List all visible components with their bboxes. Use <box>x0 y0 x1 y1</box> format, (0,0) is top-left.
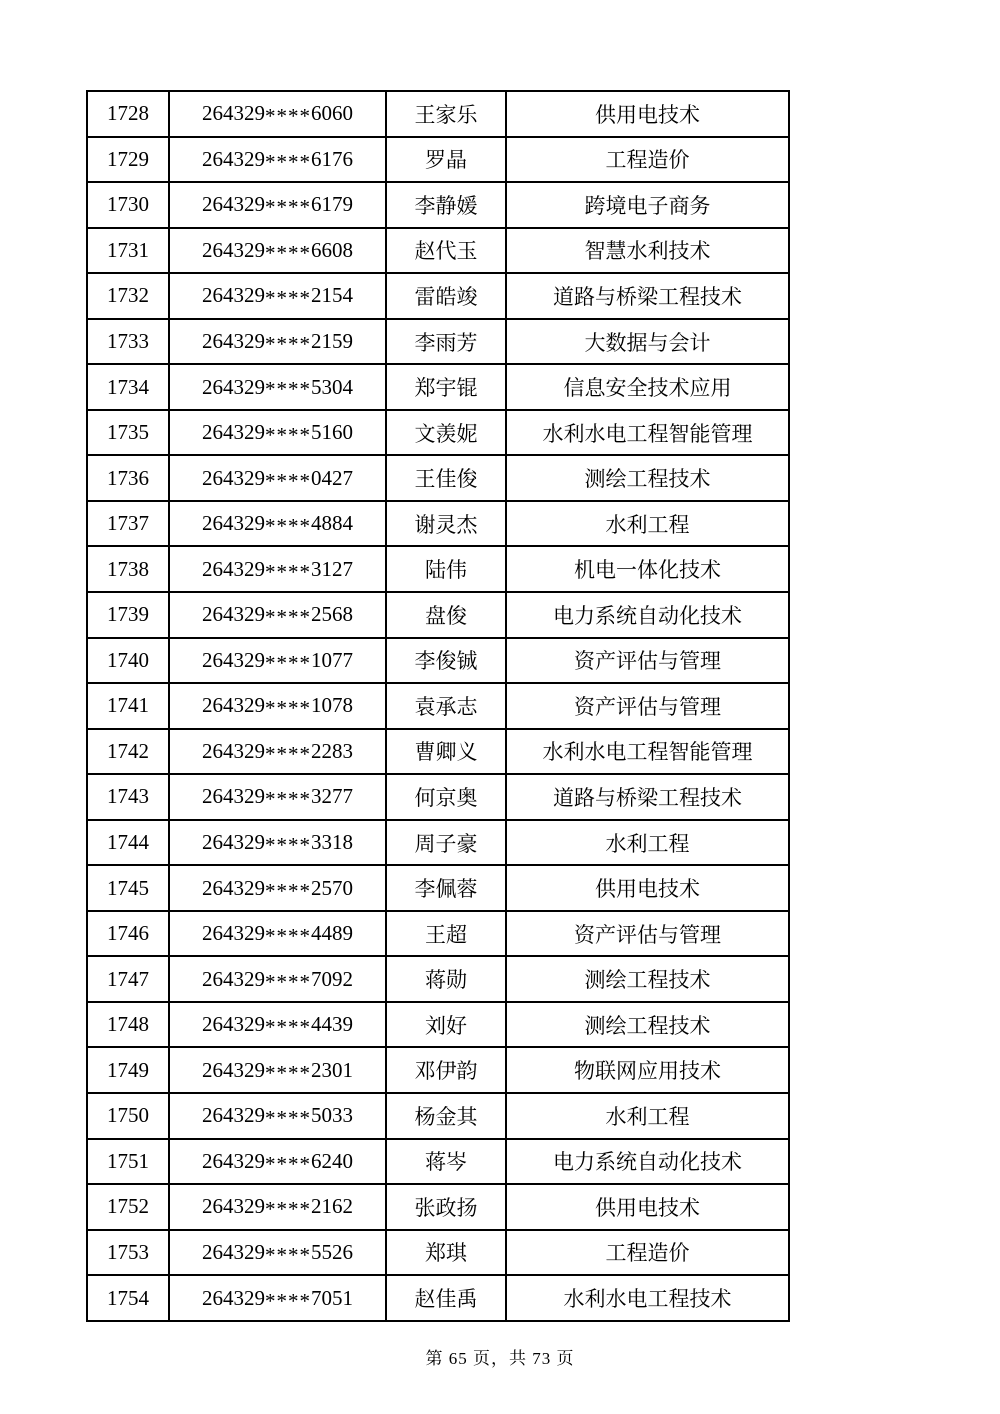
cell-row-number: 1746 <box>87 911 169 957</box>
cell-exam-id: 264329****2154 <box>169 273 386 319</box>
table-row <box>87 592 789 638</box>
cell-row-number: 1734 <box>87 364 169 410</box>
cell-major: 信息安全技术应用 <box>506 364 789 410</box>
cell-row-number: 1748 <box>87 1002 169 1048</box>
masked-digits: **** <box>265 1242 311 1267</box>
cell-major: 大数据与会计 <box>506 319 789 365</box>
cell-name: 赵佳禹 <box>386 1275 506 1321</box>
table-row <box>87 319 789 365</box>
masked-digits: **** <box>265 1015 311 1040</box>
masked-digits: **** <box>265 650 311 675</box>
roster-table <box>86 90 790 1322</box>
table-row <box>87 1047 789 1093</box>
cell-exam-id: 264329****6240 <box>169 1139 386 1185</box>
cell-name: 王佳俊 <box>386 455 506 501</box>
table-row <box>87 410 789 456</box>
cell-name: 何京奥 <box>386 774 506 820</box>
cell-name: 杨金其 <box>386 1093 506 1139</box>
cell-name: 蒋岑 <box>386 1139 506 1185</box>
cell-row-number: 1739 <box>87 592 169 638</box>
masked-digits: **** <box>265 1151 311 1176</box>
cell-exam-id: 264329****2568 <box>169 592 386 638</box>
masked-digits: **** <box>265 878 311 903</box>
table-row <box>87 774 789 820</box>
cell-name: 郑宇锟 <box>386 364 506 410</box>
table-row <box>87 455 789 501</box>
cell-exam-id: 264329****6179 <box>169 182 386 228</box>
cell-name: 李佩蓉 <box>386 865 506 911</box>
cell-row-number: 1730 <box>87 182 169 228</box>
cell-exam-id: 264329****1078 <box>169 683 386 729</box>
cell-major: 资产评估与管理 <box>506 638 789 684</box>
cell-major: 供用电技术 <box>506 1184 789 1230</box>
cell-exam-id: 264329****2162 <box>169 1184 386 1230</box>
table-row <box>87 137 789 183</box>
cell-name: 盘俊 <box>386 592 506 638</box>
cell-exam-id: 264329****2570 <box>169 865 386 911</box>
table-row <box>87 683 789 729</box>
cell-major: 水利水电工程智能管理 <box>506 410 789 456</box>
table-row <box>87 1275 789 1321</box>
masked-digits: **** <box>265 331 311 356</box>
cell-name: 刘好 <box>386 1002 506 1048</box>
cell-exam-id: 264329****5033 <box>169 1093 386 1139</box>
cell-row-number: 1736 <box>87 455 169 501</box>
cell-exam-id: 264329****2301 <box>169 1047 386 1093</box>
cell-name: 袁承志 <box>386 683 506 729</box>
cell-exam-id: 264329****5160 <box>169 410 386 456</box>
cell-row-number: 1731 <box>87 228 169 274</box>
cell-row-number: 1738 <box>87 546 169 592</box>
cell-exam-id: 264329****7092 <box>169 956 386 1002</box>
cell-name: 雷皓竣 <box>386 273 506 319</box>
table-row <box>87 820 789 866</box>
cell-name: 李俊铖 <box>386 638 506 684</box>
roster-table-container <box>86 90 790 1322</box>
cell-name: 曹卿义 <box>386 729 506 775</box>
cell-major: 工程造价 <box>506 1230 789 1276</box>
masked-digits: **** <box>265 1197 311 1222</box>
cell-name: 张政扬 <box>386 1184 506 1230</box>
cell-major: 机电一体化技术 <box>506 546 789 592</box>
cell-major: 资产评估与管理 <box>506 683 789 729</box>
masked-digits: **** <box>265 240 311 265</box>
cell-row-number: 1743 <box>87 774 169 820</box>
cell-row-number: 1747 <box>87 956 169 1002</box>
masked-digits: **** <box>265 286 311 311</box>
cell-name: 陆伟 <box>386 546 506 592</box>
table-row <box>87 228 789 274</box>
cell-row-number: 1744 <box>87 820 169 866</box>
table-row <box>87 729 789 775</box>
cell-major: 水利水电工程技术 <box>506 1275 789 1321</box>
cell-exam-id: 264329****7051 <box>169 1275 386 1321</box>
roster-table-body <box>87 91 789 1321</box>
masked-digits: **** <box>265 787 311 812</box>
cell-major: 物联网应用技术 <box>506 1047 789 1093</box>
cell-exam-id: 264329****6608 <box>169 228 386 274</box>
cell-exam-id: 264329****3277 <box>169 774 386 820</box>
cell-row-number: 1728 <box>87 91 169 137</box>
cell-exam-id: 264329****1077 <box>169 638 386 684</box>
cell-name: 周子豪 <box>386 820 506 866</box>
cell-row-number: 1751 <box>87 1139 169 1185</box>
cell-name: 谢灵杰 <box>386 501 506 547</box>
masked-digits: **** <box>265 423 311 448</box>
cell-major: 跨境电子商务 <box>506 182 789 228</box>
cell-row-number: 1742 <box>87 729 169 775</box>
cell-exam-id: 264329****5526 <box>169 1230 386 1276</box>
cell-exam-id: 264329****6060 <box>169 91 386 137</box>
table-row <box>87 1139 789 1185</box>
cell-exam-id: 264329****4489 <box>169 911 386 957</box>
masked-digits: **** <box>265 559 311 584</box>
cell-name: 罗晶 <box>386 137 506 183</box>
masked-digits: **** <box>265 969 311 994</box>
cell-exam-id: 264329****4439 <box>169 1002 386 1048</box>
table-row <box>87 911 789 957</box>
cell-name: 蒋勋 <box>386 956 506 1002</box>
masked-digits: **** <box>265 468 311 493</box>
table-row <box>87 1093 789 1139</box>
table-row <box>87 1184 789 1230</box>
cell-major: 水利工程 <box>506 820 789 866</box>
table-row <box>87 1002 789 1048</box>
cell-name: 李静媛 <box>386 182 506 228</box>
masked-digits: **** <box>265 514 311 539</box>
masked-digits: **** <box>265 377 311 402</box>
cell-row-number: 1735 <box>87 410 169 456</box>
cell-row-number: 1733 <box>87 319 169 365</box>
masked-digits: **** <box>265 832 311 857</box>
masked-digits: **** <box>265 195 311 220</box>
masked-digits: **** <box>265 1060 311 1085</box>
cell-row-number: 1753 <box>87 1230 169 1276</box>
table-row <box>87 865 789 911</box>
cell-row-number: 1740 <box>87 638 169 684</box>
table-row <box>87 273 789 319</box>
masked-digits: **** <box>265 924 311 949</box>
cell-exam-id: 264329****2283 <box>169 729 386 775</box>
cell-major: 水利水电工程智能管理 <box>506 729 789 775</box>
cell-row-number: 1729 <box>87 137 169 183</box>
cell-major: 道路与桥梁工程技术 <box>506 273 789 319</box>
cell-exam-id: 264329****5304 <box>169 364 386 410</box>
cell-major: 资产评估与管理 <box>506 911 789 957</box>
cell-exam-id: 264329****2159 <box>169 319 386 365</box>
cell-name: 李雨芳 <box>386 319 506 365</box>
cell-major: 供用电技术 <box>506 865 789 911</box>
masked-digits: **** <box>265 605 311 630</box>
masked-digits: **** <box>265 696 311 721</box>
masked-digits: **** <box>265 1106 311 1131</box>
cell-major: 测绘工程技术 <box>506 956 789 1002</box>
cell-row-number: 1745 <box>87 865 169 911</box>
cell-major: 水利工程 <box>506 1093 789 1139</box>
cell-row-number: 1741 <box>87 683 169 729</box>
table-row <box>87 182 789 228</box>
cell-row-number: 1737 <box>87 501 169 547</box>
cell-row-number: 1749 <box>87 1047 169 1093</box>
cell-major: 测绘工程技术 <box>506 1002 789 1048</box>
cell-exam-id: 264329****4884 <box>169 501 386 547</box>
table-row <box>87 546 789 592</box>
table-row <box>87 956 789 1002</box>
cell-major: 电力系统自动化技术 <box>506 592 789 638</box>
masked-digits: **** <box>265 104 311 129</box>
cell-name: 邓伊韵 <box>386 1047 506 1093</box>
cell-exam-id: 264329****0427 <box>169 455 386 501</box>
cell-major: 工程造价 <box>506 137 789 183</box>
masked-digits: **** <box>265 741 311 766</box>
page-footer: 第 65 页，共 73 页 <box>425 1349 575 1368</box>
masked-digits: **** <box>265 149 311 174</box>
cell-major: 电力系统自动化技术 <box>506 1139 789 1185</box>
cell-major: 供用电技术 <box>506 91 789 137</box>
cell-name: 王超 <box>386 911 506 957</box>
table-row <box>87 1230 789 1276</box>
cell-major: 水利工程 <box>506 501 789 547</box>
cell-name: 郑琪 <box>386 1230 506 1276</box>
cell-row-number: 1752 <box>87 1184 169 1230</box>
cell-major: 智慧水利技术 <box>506 228 789 274</box>
table-row <box>87 91 789 137</box>
cell-major: 道路与桥梁工程技术 <box>506 774 789 820</box>
cell-major: 测绘工程技术 <box>506 455 789 501</box>
cell-exam-id: 264329****6176 <box>169 137 386 183</box>
cell-name: 文羡妮 <box>386 410 506 456</box>
cell-exam-id: 264329****3318 <box>169 820 386 866</box>
cell-name: 赵代玉 <box>386 228 506 274</box>
cell-row-number: 1732 <box>87 273 169 319</box>
table-row <box>87 364 789 410</box>
table-row <box>87 501 789 547</box>
cell-row-number: 1754 <box>87 1275 169 1321</box>
cell-name: 王家乐 <box>386 91 506 137</box>
masked-digits: **** <box>265 1288 311 1313</box>
cell-exam-id: 264329****3127 <box>169 546 386 592</box>
table-row <box>87 638 789 684</box>
cell-row-number: 1750 <box>87 1093 169 1139</box>
